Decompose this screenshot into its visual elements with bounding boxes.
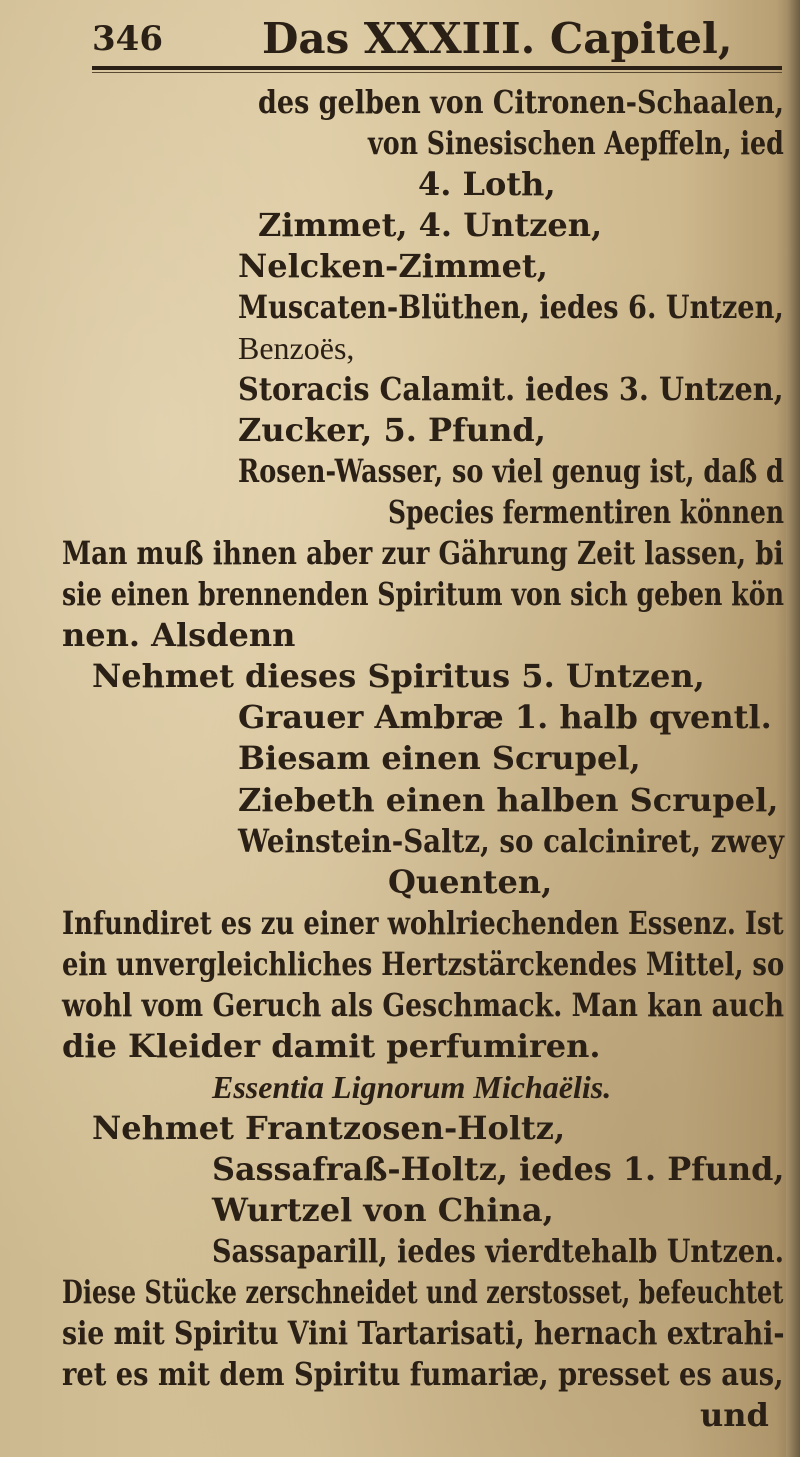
text-line-27: Sassafraß-Holtz, iedes 1. Pfund, [212,1150,785,1188]
header-rule-thin [92,72,782,73]
text-line-22: ein unvergleichliches Hertzstärckendes Mittel, so [62,945,785,983]
text-line-2: von Sinesischen Aepffeln, ied [368,124,784,162]
text-line-15: Nehmet dieses Spiritus 5. Untzen, [92,657,705,695]
page-number: 346 [92,19,163,59]
text-line-21: Infundiret es zu einer wohlriechenden Essenz. Ist [62,904,784,942]
text-line-6: Muscaten-Blüthen, iedes 6. Untzen, [238,288,784,326]
text-line-33: und [700,1396,769,1434]
text-line-31: sie mit Spiritu Vini Tartarisati, hernach extrahi- [62,1314,785,1352]
text-line-12: Man muß ihnen aber zur Gährung Zeit lassen, bi [62,534,784,572]
text-line-5: Nelcken-Zimmet, [238,247,548,285]
text-line-4: Zimmet, 4. Untzen, [258,206,603,244]
text-line-7: Benzoës, [238,330,355,366]
text-line-11: Species fermentiren können [388,493,785,531]
text-line-19: Weinstein-Saltz, so calciniret, zwey [238,822,784,860]
text-line-1: des gelben von Citronen-Schaalen, [258,83,785,121]
text-line-24: die Kleider damit perfumiren. [62,1027,601,1065]
text-line-14: nen. Alsdenn [62,616,296,654]
text-line-28: Wurtzel von China, [212,1191,554,1229]
text-line-23: wohl vom Geruch als Geschmack. Man kan auch [62,986,785,1024]
text-line-20: Quenten, [388,863,553,901]
text-line-3: 4. Loth, [418,165,556,203]
text-line-30: Diese Stücke zerschneidet und zerstosset, befeuchtet [62,1273,784,1311]
text-line-13: sie einen brennenden Spiritum von sich geben kön [62,575,784,613]
section-heading: Essentia Lignorum Michaëlis. [212,1069,612,1105]
text-line-17: Biesam einen Scrupel, [238,739,641,777]
text-line-8: Storacis Calamit. iedes 3. Untzen, [238,370,784,408]
text-line-18: Ziebeth einen halben Scrupel, [238,781,779,819]
text-line-9: Zucker, 5. Pfund, [238,411,546,449]
text-line-10: Rosen-Wasser, so viel genug ist, daß d [238,452,784,490]
text-line-29: Sassaparill, iedes vierdtehalb Untzen. [212,1232,785,1270]
header-rule [92,66,782,70]
text-line-26: Nehmet Frantzosen-Holtz, [92,1109,566,1147]
running-title: Das XXXIII. Capitel, [262,14,733,63]
text-line-16: Grauer Ambræ 1. halb qventl. [238,698,772,736]
page-edge [786,0,800,1457]
text-line-32: ret es mit dem Spiritu fumariæ, presset es aus, [62,1355,784,1393]
